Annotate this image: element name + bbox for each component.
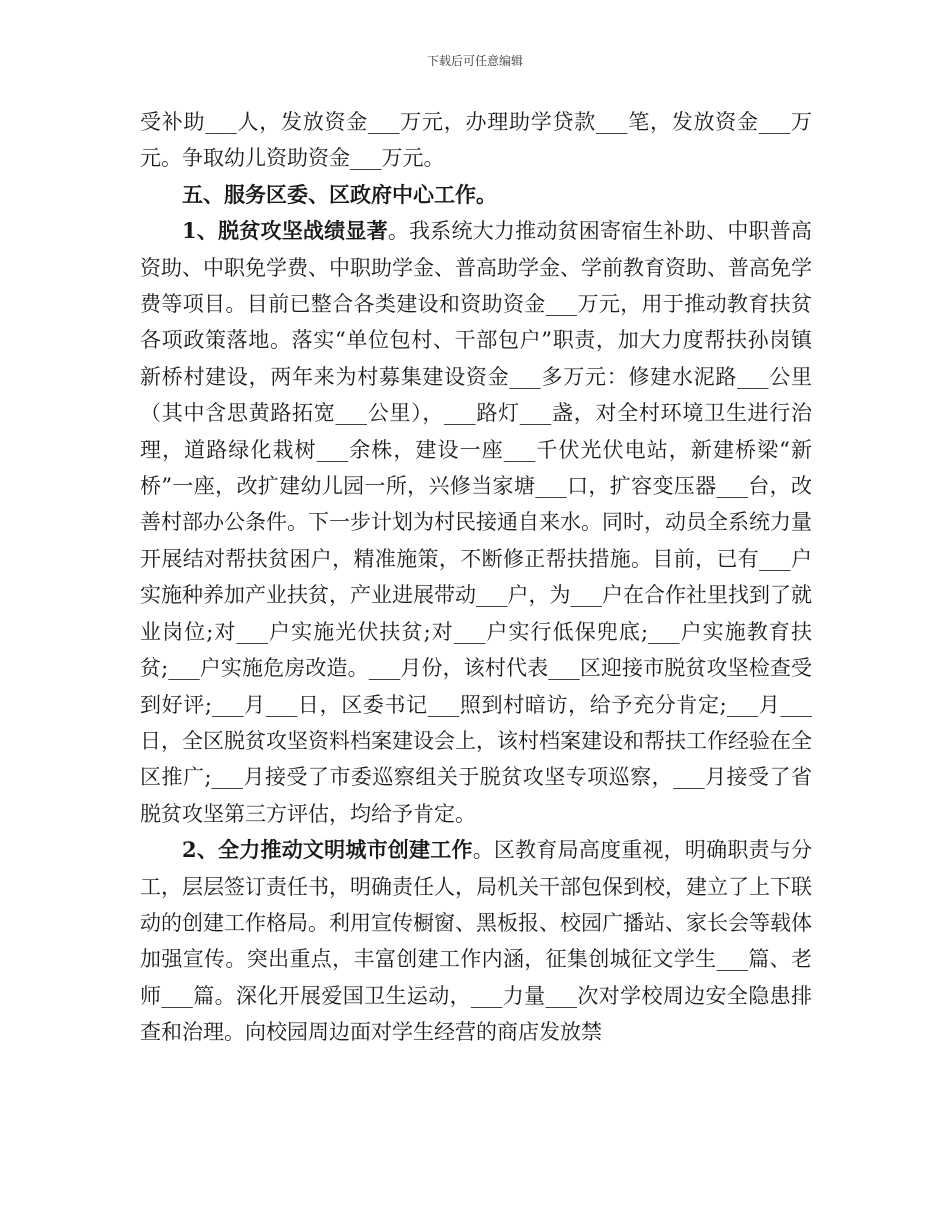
item-2-heading: 2、全力推动文明城市创建工作 [182, 837, 473, 863]
section-5-title: 五、服务区委、区政府中心工作。 [182, 181, 497, 207]
paragraph-continuation: 受补助___人，发放资金___万元，办理助学贷款___笔，发放资金___万元。争取幼儿资助资金___万元。 [140, 110, 812, 171]
item-1-heading: 1、脱贫攻坚战绩显著 [182, 218, 388, 244]
document-body [140, 104, 812, 1051]
page-header-note: 下载后可任意编辑 [426, 54, 523, 68]
paragraph-item-1 [140, 213, 812, 832]
item-1-body: 。我系统大力推动贫困寄宿生补助、中职普高资助、中职免学费、中职助学金、普高助学金、学前教育资助、普高免学费等项目。目前已整合各类建设和资助资金___万元，用于推动教育扶贫各项政策落地。落实“单位包村、干部包户”职责，加大力度帮扶孙岗镇新桥村建设，两年来为村募集建设资金___多万元：修建水泥路___公里（其中含思黄路拓宽___公里），___路灯___盏，对全村环境卫生进行治理，道路绿化栽树___余株，建设一座___千伏光伏电站，新建桥梁“新桥”一座，改扩建幼儿园一所，兴修当家塘___口，扩容变压器___台，改善村部办公条件。下一步计划为村民接通自来水。同时，动员全系统力量开展结对帮扶贫困户，精准施策，不断修正帮扶措施。目前，已有___户实施种养加产业扶贫，产业进展带动___户，为___户在合作社里找到了就业岗位;对___户实施光伏扶贫;对___户实行低保兜底;___户实施教育扶贫;___户实施危房改造。___月份，该村代表___区迎接市脱贫攻坚检查受到好评;___月___日，区委书记___照到村暗访，给予充分肯定;___月___日，全区脱贫攻坚资料档案建设会上，该村档案建设和帮扶工作经验在全区推广;___月接受了市委巡察组关于脱贫攻坚专项巡察，___月接受了省脱贫攻坚第三方评估，均给予肯定。 [140, 219, 812, 826]
item-2-body: 。区教育局高度重视，明确职责与分工，层层签订责任书，明确责任人，局机关干部包保到校，建立了上下联动的创建工作格局。利用宣传橱窗、黑板报、校园广播站、家长会等载体加强宣传。突出重点，丰富创建工作内涵，征集创城征文学生___篇、老师___篇。深化开展爱国卫生运动，___力量___次对学校周边安全隐患排查和治理。向校园周边面对学生经营的商店发放禁 [140, 838, 812, 1045]
paragraph-item-2 [140, 832, 812, 1050]
